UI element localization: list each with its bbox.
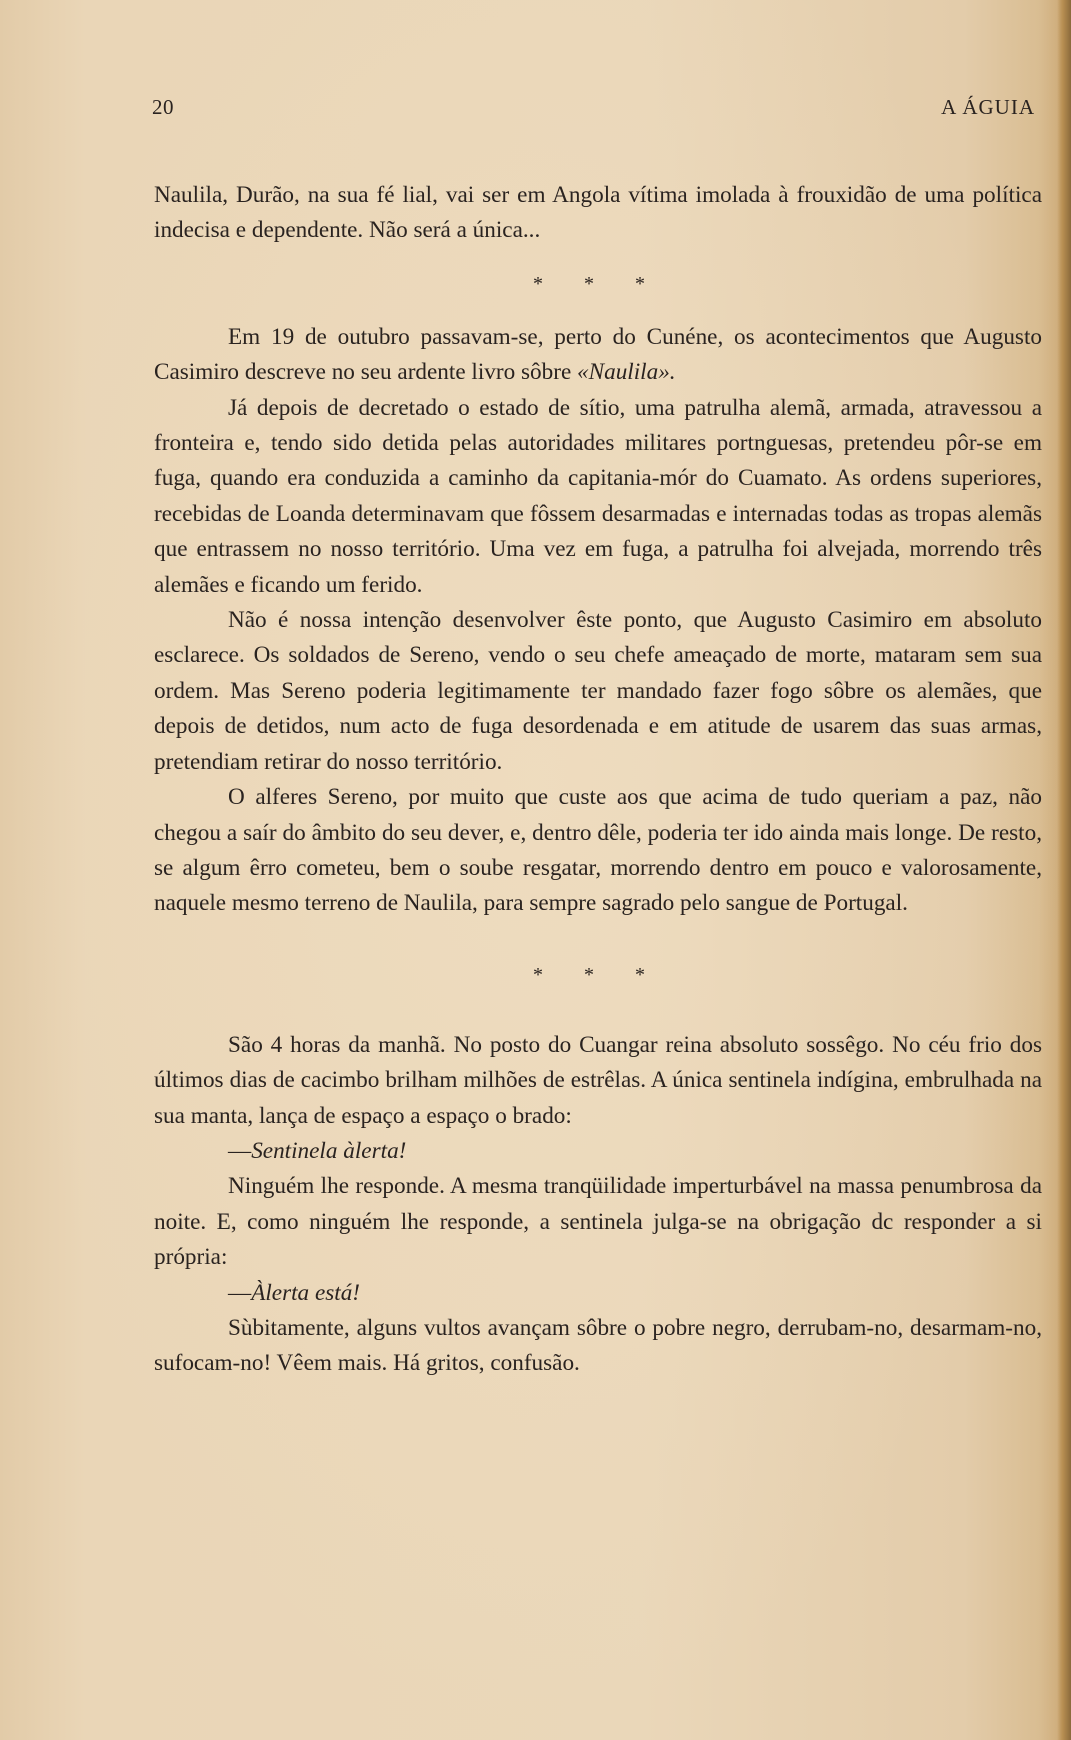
page-header xyxy=(152,95,1043,125)
page-body xyxy=(154,178,1042,1382)
paragraph-7: Ninguém lhe responde. A mesma tranqüilidade imperturbável na massa penumbrosa da noite. E, como ninguém lhe responde, a sentinela julga-se na obrigação dc responder a si própria: xyxy=(154,1173,1042,1271)
section-break-1: * * * xyxy=(533,272,663,295)
paragraph-8: Sùbitamente, alguns vultos avançam sôbre o pobre negro, derrubam-no, desarmam-no, sufocam-no! Vêem mais. Há gritos, confusão. xyxy=(154,1314,1042,1377)
book-title-reference: «Naulila». xyxy=(577,359,676,386)
paragraph-4: Não é nossa intenção desenvolver êste ponto, que Augusto Casimiro em absoluto esclarece. Os soldados de Sereno, vendo o seu chefe ameaçado de morte, mataram sem sua ordem. Mas Sereno poderia legitimamente ter mandado fazer fogo sôbre os alemães, que depois de detidos, num acto de fuga desordenada e em atitude de usarem das suas armas, pretendiam retirar do nosso território. xyxy=(154,607,1042,775)
dialogue-text-2: Àlerta está! xyxy=(251,1279,361,1306)
paragraph-2 xyxy=(154,320,1042,391)
dialogue-dash-2: — xyxy=(228,1279,252,1306)
running-title: A ÁGUIA xyxy=(941,95,1035,119)
paragraph-5: O alferes Sereno, por muito que custe aos que acima de tudo queriam a paz, não chegou a saír do âmbito do seu dever, e, dentro dêle, poderia ter ido ainda mais longe. De resto, se algum êrro cometeu, bem o soube resgatar, morrendo dentro em pouco e valorosamente, naquele mesmo terreno de Naulila, para sempre sagrado pelo sangue de Portugal. xyxy=(154,784,1042,917)
dialogue-text-1: Sentinela àlerta! xyxy=(251,1137,407,1164)
paragraph-6: São 4 horas da manhã. No posto do Cuangar reina absoluto sossêgo. No céu frio dos últimos dias de cacimbo brilham milhões de estrêlas. A única sentinela indígina, embrulhada na sua manta, lança de espaço a espaço o brado: xyxy=(154,1031,1042,1129)
paragraph-2-text: Em 19 de outubro passavam-se, perto do Cunéne, os acontecimentos que Augusto Casimiro descreve no seu ardente livro sôbre xyxy=(154,323,1042,386)
paragraph-1: Naulila, Durão, na sua fé lial, vai ser em Angola vítima imolada à frouxidão de uma política indecisa e dependente. Não será a única... xyxy=(154,182,1042,244)
dialogue-line-1 xyxy=(154,1134,1042,1169)
page-number: 20 xyxy=(152,95,174,119)
page-edge xyxy=(1057,0,1071,1740)
dialogue-line-2 xyxy=(154,1276,1042,1311)
section-break-2: * * * xyxy=(533,963,663,986)
dialogue-dash-1: — xyxy=(228,1137,252,1164)
paragraph-3: Já depois de decretado o estado de sítio, uma patrulha alemã, armada, atravessou a fronteira e, tendo sido detida pelas autoridades militares portnguesas, pretendeu pôr-se em fuga, quando era conduzida a caminho da capitania-mór do Cuamato. As ordens superiores, recebidas de Loanda determinavam que fôssem desarmadas e internadas todas as tropas alemãs que entrassem no nosso território. Uma vez em fuga, a patrulha foi alvejada, morrendo três alemães e ficando um ferido. xyxy=(154,394,1042,598)
